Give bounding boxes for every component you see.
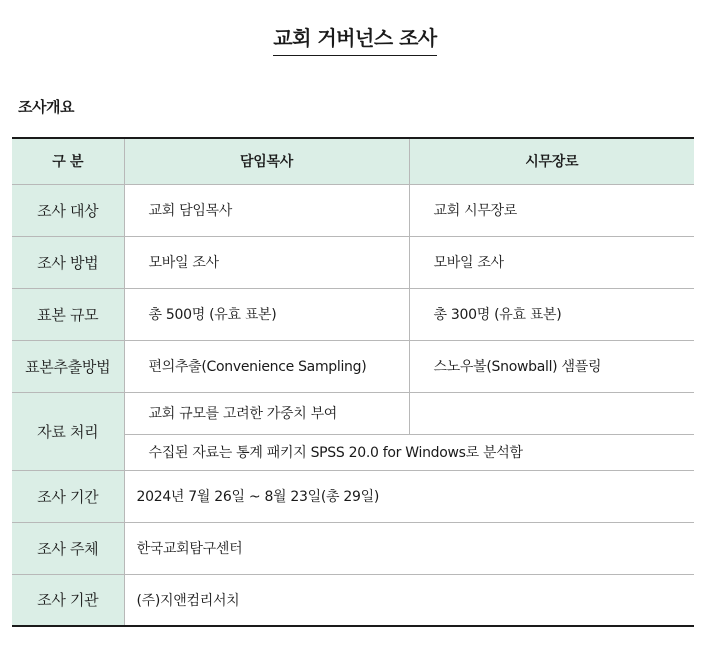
row-label-processing: 자료 처리 (12, 392, 124, 470)
cell-sampling-pastor: 편의추출(Convenience Sampling) (124, 340, 409, 392)
header-elder: 시무장로 (409, 138, 694, 184)
row-label-sampling: 표본추출방법 (12, 340, 124, 392)
cell-sampling-elder: 스노우볼(Snowball) 샘플링 (409, 340, 694, 392)
table-row-organizer (12, 522, 694, 574)
cell-processing-analysis: 수집된 자료는 통계 패키지 SPSS 20.0 for Windows로 분석함 (124, 434, 694, 470)
cell-method-elder: 모바일 조사 (409, 236, 694, 288)
table-row-processing-weighting (12, 392, 694, 434)
row-label-organizer: 조사 주체 (12, 522, 124, 574)
row-label-method: 조사 방법 (12, 236, 124, 288)
cell-processing-weighting: 교회 규모를 고려한 가중치 부여 (124, 392, 409, 434)
row-label-period: 조사 기간 (12, 470, 124, 522)
row-label-agency: 조사 기관 (12, 574, 124, 626)
cell-organizer: 한국교회탐구센터 (124, 522, 694, 574)
survey-overview-table (12, 137, 694, 627)
cell-target-elder: 교회 시무장로 (409, 184, 694, 236)
section-heading: 조사개요 (18, 98, 74, 116)
table-row-agency (12, 574, 694, 626)
table-row-sampling (12, 340, 694, 392)
cell-target-pastor: 교회 담임목사 (124, 184, 409, 236)
document-title-text: 교회 거버넌스 조사 (273, 22, 437, 56)
header-category: 구 분 (12, 138, 124, 184)
table-row-sample-size (12, 288, 694, 340)
header-pastor: 담임목사 (124, 138, 409, 184)
table-header-row (12, 138, 694, 184)
table-row-target (12, 184, 694, 236)
cell-period: 2024년 7월 26일 ~ 8월 23일(총 29일) (124, 470, 694, 522)
cell-agency: (주)지앤컴리서치 (124, 574, 694, 626)
table-row-method (12, 236, 694, 288)
row-label-sample-size: 표본 규모 (12, 288, 124, 340)
row-label-target: 조사 대상 (12, 184, 124, 236)
table-row-period (12, 470, 694, 522)
document-title (0, 22, 710, 56)
cell-sample-size-elder: 총 300명 (유효 표본) (409, 288, 694, 340)
cell-method-pastor: 모바일 조사 (124, 236, 409, 288)
cell-sample-size-pastor: 총 500명 (유효 표본) (124, 288, 409, 340)
cell-processing-empty (409, 392, 694, 434)
